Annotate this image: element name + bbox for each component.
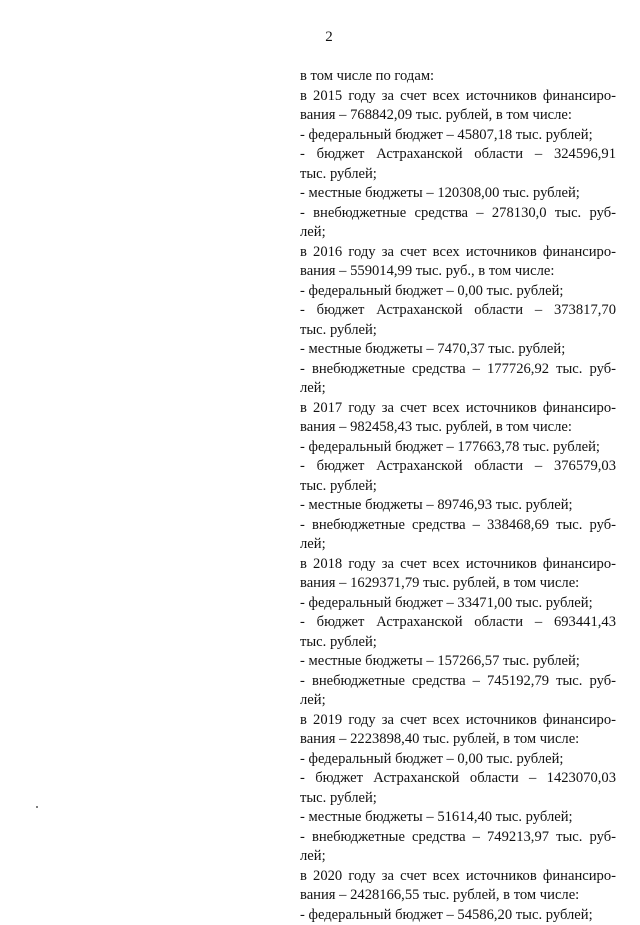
text-line: в 2017 году за счет всех источников финансиро- — [300, 399, 616, 419]
text-line: - бюджет Астраханской области – 376579,03 — [300, 457, 616, 477]
text-line: вания – 2428166,55 тыс. рублей, в том числе: — [300, 886, 616, 906]
text-line: - внебюджетные средства – 749213,97 тыс. руб- — [300, 828, 616, 848]
text-line: - местные бюджеты – 51614,40 тыс. рублей; — [300, 808, 616, 828]
scan-speck — [36, 806, 38, 808]
text-line: лей; — [300, 223, 616, 243]
text-line: - федеральный бюджет – 0,00 тыс. рублей; — [300, 750, 616, 770]
text-line: - внебюджетные средства – 745192,79 тыс. руб- — [300, 672, 616, 692]
text-line: тыс. рублей; — [300, 633, 616, 653]
text-line: - бюджет Астраханской области – 693441,43 — [300, 613, 616, 633]
text-line: в 2016 году за счет всех источников финансиро- — [300, 243, 616, 263]
text-line: тыс. рублей; — [300, 789, 616, 809]
text-line: вания – 1629371,79 тыс. рублей, в том числе: — [300, 574, 616, 594]
text-line: - местные бюджеты – 89746,93 тыс. рублей; — [300, 496, 616, 516]
text-line: в 2019 году за счет всех источников финансиро- — [300, 711, 616, 731]
text-line: - бюджет Астраханской области – 1423070,03 — [300, 769, 616, 789]
text-line: - федеральный бюджет – 33471,00 тыс. рублей; — [300, 594, 616, 614]
text-line: лей; — [300, 535, 616, 555]
text-line: - федеральный бюджет – 0,00 тыс. рублей; — [300, 282, 616, 302]
text-line: - федеральный бюджет – 45807,18 тыс. рублей; — [300, 126, 616, 146]
text-line: - бюджет Астраханской области – 373817,70 — [300, 301, 616, 321]
text-line: - внебюджетные средства – 338468,69 тыс. руб- — [300, 516, 616, 536]
text-line: в 2020 году за счет всех источников финансиро- — [300, 867, 616, 887]
text-line: лей; — [300, 847, 616, 867]
text-line: вания – 982458,43 тыс. рублей, в том числе: — [300, 418, 616, 438]
text-line: в 2018 году за счет всех источников финансиро- — [300, 555, 616, 575]
text-line: вания – 2223898,40 тыс. рублей, в том числе: — [300, 730, 616, 750]
text-line: в 2015 году за счет всех источников финансиро- — [300, 87, 616, 107]
text-line: лей; — [300, 691, 616, 711]
text-line: лей; — [300, 379, 616, 399]
text-line: - бюджет Астраханской области – 324596,91 — [300, 145, 616, 165]
page-number: 2 — [9, 27, 640, 47]
text-line: - федеральный бюджет – 177663,78 тыс. рублей; — [300, 438, 616, 458]
text-line: тыс. рублей; — [300, 321, 616, 341]
text-line: - местные бюджеты – 7470,37 тыс. рублей; — [300, 340, 616, 360]
text-line: тыс. рублей; — [300, 165, 616, 185]
text-line: вания – 559014,99 тыс. руб., в том числе: — [300, 262, 616, 282]
text-line: - федеральный бюджет – 54586,20 тыс. рублей; — [300, 906, 616, 925]
document-body-text — [300, 67, 616, 925]
text-line: вания – 768842,09 тыс. рублей, в том числе: — [300, 106, 616, 126]
text-line: в том числе по годам: — [300, 67, 616, 87]
text-line: - внебюджетные средства – 278130,0 тыс. руб- — [300, 204, 616, 224]
text-line: - местные бюджеты – 120308,00 тыс. рублей; — [300, 184, 616, 204]
text-line: - внебюджетные средства – 177726,92 тыс. руб- — [300, 360, 616, 380]
text-line: - местные бюджеты – 157266,57 тыс. рублей; — [300, 652, 616, 672]
text-line: тыс. рублей; — [300, 477, 616, 497]
